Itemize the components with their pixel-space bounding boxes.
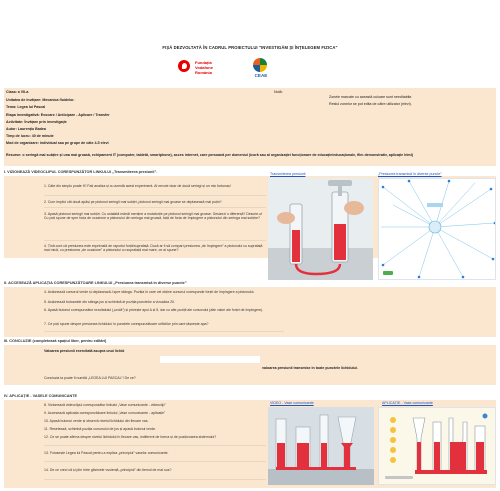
answer-field-12[interactable] <box>44 444 266 446</box>
section-4-heading: IV. APLICAȚIE - VASELE COMUNICANTE <box>4 394 78 398</box>
section-2-heading: II. ACCESEAZĂ APLICAȚIA CORESPUNZĂTOARE LINKULUI „Presiunea transmisă în diverse puncte” <box>4 281 187 285</box>
info-organization: Mod de organizare: individual sau pe grupe de câte 4-5 elevi <box>6 141 109 145</box>
question-3: 3. Apasă pistonul seringii mai subțiri. Cu ustalată mânăl menține a mutatorție pe pistonul seringii mai groase. Sesizezi o diferență? Descrie-o! Cu poți spune de spre forța de ocazione a pistonului din seringa mai groasă, față de forța de împingere a pistonului din seringa mai subțire? <box>44 212 263 221</box>
answer-field-14[interactable] <box>44 478 266 480</box>
vessels-app-drawing <box>379 408 496 485</box>
answer-field-2[interactable] <box>44 206 266 208</box>
communicating-vessels-photo <box>268 407 374 485</box>
ceae-logo-icon <box>253 58 267 72</box>
communicating-vessels-drawing <box>268 407 374 485</box>
note-line: Zonele marcate cu această culoare sunt needitabile. <box>329 95 413 99</box>
question-12: 12. Ce se poate afirma despre nivelul lichidului în fiecare vas, indiferent de forma și de poziționarea sistemului? <box>44 435 217 439</box>
section-3-heading: III. CONCLUZIE (completează spațiul liber, pentru editări) <box>4 339 107 343</box>
ceae-logo <box>248 58 274 82</box>
question-2: 2. Cum implici cât două apăși pe pistonul seringii mai subțiri, pistonul seringii mai groase se deplasează mai puțin? <box>44 200 222 204</box>
note-label: Notă: <box>274 90 283 94</box>
answer-field-7[interactable] <box>44 330 284 332</box>
question-4b: 4. Actionează cursorul verde și deplasează-l spre stânga. Poziția în care vei obține cursorul corespunde forței de împingere a pistonului. <box>44 290 255 294</box>
pressure-app-drawing <box>379 179 496 280</box>
question-4: 4. Țină cont că presiunea este exprimată de raportul forță/suprafață. Ducă ar fi să compari presiunea „de împingere” a pistonului cu suprafață mai mică, cu presiunea „de ocazione” a pistonului cu suprafață mai mare, ce ai spune? <box>44 244 263 253</box>
video-link-pressure[interactable]: Transmiterea presiunii <box>270 172 306 176</box>
pressure-app-screenshot <box>378 178 496 280</box>
info-time: Timp de lucru: 40 de minute <box>6 134 54 138</box>
conclusion-line-1: Valoarea presiunii exercitată asupra unui lichid <box>44 349 125 353</box>
answer-field-1[interactable] <box>44 194 266 196</box>
question-8: 8. Vizionează videoclipul corespunzător linkului „Vase comunicante - videoclip” <box>44 403 166 407</box>
lesson-info-panel <box>4 88 496 166</box>
info-class: Clasa: a VII-a <box>6 90 29 94</box>
question-1: 1. Câte din simplu poate fi? Fați analiza și cu acestă acest experiment. Al nevoie doar de două seringi și un mic furtunaș! <box>44 184 231 188</box>
answer-field-3[interactable] <box>44 239 266 241</box>
syringes-photo <box>268 178 373 280</box>
vodafone-logo-icon <box>178 60 190 72</box>
vodafone-logo-text: Fundația Vodafone România <box>195 60 213 75</box>
video-link-vessels[interactable]: VIDEO - Vase comunicante <box>270 401 314 405</box>
info-unit: Unitatea de învățare: Mecanica fluidelor. <box>6 98 75 102</box>
info-stage: Etapa investigativă: Evocare / Anticipare - Aplicare / Transfer <box>6 113 110 117</box>
section-1-heading: I. VIZIONEAZĂ VIDEOCLIPUL CORESPUNZĂTOR LINKULUI „Transmiterea presiunii”. <box>4 170 158 174</box>
page-title: FIȘĂ DEZVOLTATĂ ÎN CADRUL PROIECTULUI "INVESTIGĂM ȘI ÎNȚELEGEM FIZICA" <box>162 45 338 50</box>
question-9: 9. Accesează aplicația corespunzătoare linkului „Vase comunicante - aplicație” <box>44 411 166 415</box>
syringes-photo-drawing <box>268 178 373 280</box>
question-5: 5. Acționează butoanele din stânga jos și schimbă-le poziția punctelor a vizualiza 20. <box>44 300 175 304</box>
conclusion-line-2: valoarea presiunii transmise în toate punctele lichidului. <box>262 366 358 370</box>
note-line: Restul zonelor se pot edita de către utilizator (elevi). <box>329 102 412 106</box>
vessels-app-screenshot <box>378 407 496 485</box>
conclusion-question: Concluzia la poate fi numită „LEGEA LUI PASCAL”! De ce? <box>44 376 136 380</box>
vodafone-foundation-logo <box>178 60 238 82</box>
question-13: 13. Folosește Legea lui Pascal pentru a explica „principiul” vaselor comunicante. <box>44 451 169 455</box>
question-14: 14. De ce crezi că și plin între glisimele vsuiență „principiul” din tiemul de mai sus? <box>44 468 172 472</box>
ceae-logo-text: CEAE <box>254 73 268 78</box>
question-6: 6. Apasă butonul corespunzător rezultatului („undă”) și privește apoi A și 5, dar cu alte poziții ale cursorului (alte valori ale forței de împingere). <box>44 308 264 312</box>
app-link-pressure[interactable]: „Presiunea transmisă în diverse puncte” <box>378 172 442 176</box>
question-10: 10. Apasă butonul verde și observă nivelul lichidului din fiecare vas. <box>44 419 149 423</box>
conclusion-input[interactable] <box>160 356 260 363</box>
info-resources: Resurse: o seringă mai subțire și una mai groasă, echipament IT (computer, tabletă, smartphone), acces internet, care persoană per domeniul (icoră sau al organizației funcționare de educație/educaționale, film demonstrativ, aplicație html) <box>6 153 413 157</box>
answer-field-13[interactable] <box>44 460 266 462</box>
info-activity: Activitate: Învățare prin investigație <box>6 120 67 124</box>
question-7: 7. Ce poți spune despre presiunea lichidului în punctele corespunzătoare orificiilor prin care țâșnește apa? <box>44 322 209 326</box>
info-author: Autor: Laurențiu Badea <box>6 127 46 131</box>
info-topic: Tema: Legea lui Pascal <box>6 105 46 109</box>
app-link-vessels[interactable]: APLICAȚIE - Vase comunicante <box>382 401 433 405</box>
question-11: 11. Resetează, schimbă poziția cursorului de jos și apasă butonul verde. <box>44 427 156 431</box>
